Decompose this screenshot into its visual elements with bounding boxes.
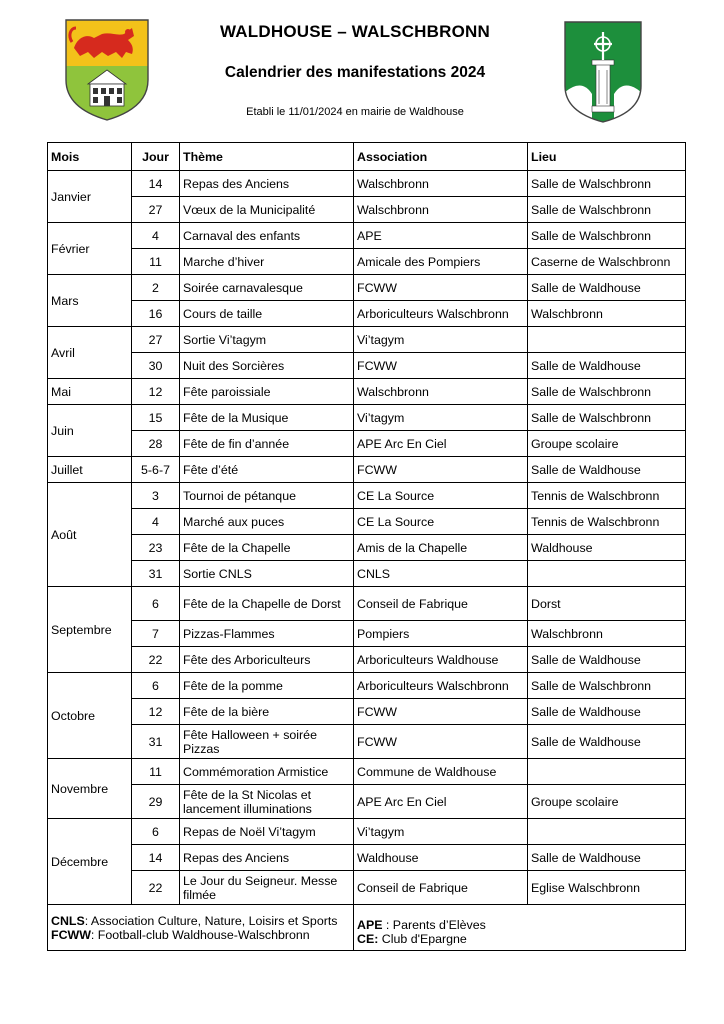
day-cell: 11	[132, 759, 180, 785]
association-cell: Arboriculteurs Walschbronn	[354, 301, 528, 327]
day-cell: 15	[132, 405, 180, 431]
association-cell: Arboriculteurs Waldhouse	[354, 647, 528, 673]
location-cell: Tennis de Walschbronn	[528, 509, 686, 535]
association-cell: Arboriculteurs Walschbronn	[354, 673, 528, 699]
day-cell: 2	[132, 275, 180, 301]
association-cell: FCWW	[354, 275, 528, 301]
location-cell	[528, 561, 686, 587]
theme-cell: Le Jour du Seigneur. Messe filmée	[180, 871, 354, 905]
day-cell: 12	[132, 379, 180, 405]
table-header-row	[48, 143, 686, 171]
day-cell: 31	[132, 561, 180, 587]
location-cell: Eglise Walschbronn	[528, 871, 686, 905]
theme-cell: Fête Halloween + soirée Pizzas	[180, 725, 354, 759]
table-row	[48, 171, 686, 197]
column-header-lieu: Lieu	[528, 143, 686, 171]
day-cell: 28	[132, 431, 180, 457]
month-cell: Mai	[48, 379, 132, 405]
day-cell: 5-6-7	[132, 457, 180, 483]
location-cell: Walschbronn	[528, 301, 686, 327]
theme-cell: Repas des Anciens	[180, 845, 354, 871]
month-cell: Septembre	[48, 587, 132, 673]
theme-cell: Fête de la Chapelle	[180, 535, 354, 561]
location-cell	[528, 819, 686, 845]
theme-cell: Repas des Anciens	[180, 171, 354, 197]
theme-cell: Tournoi de pétanque	[180, 483, 354, 509]
day-cell: 23	[132, 535, 180, 561]
day-cell: 3	[132, 483, 180, 509]
table-row	[48, 379, 686, 405]
association-cell: Walschbronn	[354, 197, 528, 223]
waldhouse-coat-of-arms	[62, 18, 152, 122]
location-cell: Caserne de Walschbronn	[528, 249, 686, 275]
theme-cell: Carnaval des enfants	[180, 223, 354, 249]
association-cell: Conseil de Fabrique	[354, 871, 528, 905]
theme-cell: Fête de la pomme	[180, 673, 354, 699]
association-cell: Commune de Waldhouse	[354, 759, 528, 785]
theme-cell: Marche d’hiver	[180, 249, 354, 275]
association-cell: Amis de la Chapelle	[354, 535, 528, 561]
table-row	[48, 275, 686, 301]
theme-cell: Sortie CNLS	[180, 561, 354, 587]
table-row	[48, 249, 686, 275]
location-cell: Salle de Walschbronn	[528, 673, 686, 699]
walschbronn-coat-of-arms	[562, 20, 644, 124]
day-cell: 22	[132, 647, 180, 673]
table-row	[48, 223, 686, 249]
month-cell: Novembre	[48, 759, 132, 819]
table-row	[48, 431, 686, 457]
table-row	[48, 759, 686, 785]
theme-cell: Vœux de la Municipalité	[180, 197, 354, 223]
association-cell: Amicale des Pompiers	[354, 249, 528, 275]
association-cell: FCWW	[354, 353, 528, 379]
table-row	[48, 871, 686, 905]
association-cell: FCWW	[354, 457, 528, 483]
table-row	[48, 457, 686, 483]
location-cell: Salle de Walschbronn	[528, 405, 686, 431]
theme-cell: Fête des Arboriculteurs	[180, 647, 354, 673]
legend-left	[48, 905, 354, 951]
location-cell: Groupe scolaire	[528, 785, 686, 819]
table-row	[48, 509, 686, 535]
month-cell: Février	[48, 223, 132, 275]
legend	[48, 905, 686, 951]
location-cell: Salle de Waldhouse	[528, 457, 686, 483]
location-cell: Salle de Walschbronn	[528, 223, 686, 249]
table-row	[48, 725, 686, 759]
theme-cell: Repas de Noël Vi’tagym	[180, 819, 354, 845]
day-cell: 14	[132, 845, 180, 871]
theme-cell: Cours de taille	[180, 301, 354, 327]
month-cell: Décembre	[48, 819, 132, 905]
table-row	[48, 699, 686, 725]
day-cell: 6	[132, 819, 180, 845]
association-cell: APE Arc En Ciel	[354, 431, 528, 457]
location-cell: Dorst	[528, 587, 686, 621]
legend-cnls-text: : Association Culture, Nature, Loisirs et Sports	[84, 914, 338, 928]
day-cell: 29	[132, 785, 180, 819]
day-cell: 11	[132, 249, 180, 275]
legend-row	[48, 905, 686, 951]
location-cell: Salle de Waldhouse	[528, 699, 686, 725]
month-cell: Octobre	[48, 673, 132, 759]
day-cell: 30	[132, 353, 180, 379]
day-cell: 22	[132, 871, 180, 905]
table-row	[48, 327, 686, 353]
page-title: WALDHOUSE – WALSCHBRONN	[220, 22, 490, 41]
table-row	[48, 673, 686, 699]
association-cell: CE La Source	[354, 509, 528, 535]
location-cell: Salle de Walschbronn	[528, 171, 686, 197]
table-row	[48, 483, 686, 509]
association-cell: Pompiers	[354, 621, 528, 647]
day-cell: 27	[132, 197, 180, 223]
day-cell: 6	[132, 673, 180, 699]
table-row	[48, 819, 686, 845]
day-cell: 31	[132, 725, 180, 759]
month-cell: Mars	[48, 275, 132, 327]
location-cell: Salle de Walschbronn	[528, 379, 686, 405]
location-cell: Walschbronn	[528, 621, 686, 647]
association-cell: Waldhouse	[354, 845, 528, 871]
association-cell: APE	[354, 223, 528, 249]
location-cell	[528, 327, 686, 353]
column-header-association: Association	[354, 143, 528, 171]
association-cell: Vi’tagym	[354, 327, 528, 353]
theme-cell: Sortie Vi’tagym	[180, 327, 354, 353]
location-cell: Salle de Waldhouse	[528, 845, 686, 871]
day-cell: 16	[132, 301, 180, 327]
legend-ce-text: Club d'Epargne	[378, 932, 467, 946]
month-cell: Juin	[48, 405, 132, 457]
association-cell: Vi’tagym	[354, 405, 528, 431]
table-row	[48, 535, 686, 561]
association-cell: APE Arc En Ciel	[354, 785, 528, 819]
location-cell: Tennis de Walschbronn	[528, 483, 686, 509]
location-cell: Salle de Waldhouse	[528, 725, 686, 759]
location-cell: Waldhouse	[528, 535, 686, 561]
day-cell: 14	[132, 171, 180, 197]
legend-right	[354, 905, 686, 951]
theme-cell: Fête de la Musique	[180, 405, 354, 431]
location-cell: Groupe scolaire	[528, 431, 686, 457]
legend-fcww-text: : Football-club Waldhouse-Walschbronn	[90, 928, 310, 942]
day-cell: 6	[132, 587, 180, 621]
day-cell: 7	[132, 621, 180, 647]
events-table-body	[48, 171, 686, 905]
theme-cell: Fête d’été	[180, 457, 354, 483]
column-header-jour: Jour	[132, 143, 180, 171]
table-row	[48, 845, 686, 871]
location-cell: Salle de Walschbronn	[528, 197, 686, 223]
theme-cell: Marché aux puces	[180, 509, 354, 535]
table-row	[48, 785, 686, 819]
table-row	[48, 647, 686, 673]
association-cell: FCWW	[354, 725, 528, 759]
day-cell: 12	[132, 699, 180, 725]
association-cell: Vi’tagym	[354, 819, 528, 845]
month-cell: Janvier	[48, 171, 132, 223]
association-cell: FCWW	[354, 699, 528, 725]
table-row	[48, 353, 686, 379]
theme-cell: Nuit des Sorcières	[180, 353, 354, 379]
day-cell: 4	[132, 509, 180, 535]
association-cell: CNLS	[354, 561, 528, 587]
theme-cell: Fête de la bière	[180, 699, 354, 725]
legend-ape-text: : Parents d’Elèves	[382, 918, 486, 932]
legend-ape-abbr: APE	[357, 918, 383, 932]
location-cell: Salle de Waldhouse	[528, 647, 686, 673]
day-cell: 27	[132, 327, 180, 353]
table-row	[48, 587, 686, 621]
table-row	[48, 405, 686, 431]
events-table	[47, 142, 686, 951]
theme-cell: Fête paroissiale	[180, 379, 354, 405]
association-cell: CE La Source	[354, 483, 528, 509]
table-row	[48, 197, 686, 223]
theme-cell: Fête de fin d’année	[180, 431, 354, 457]
month-cell: Avril	[48, 327, 132, 379]
theme-cell: Fête de la St Nicolas et lancement illuminations	[180, 785, 354, 819]
page-subtitle: Calendrier des manifestations 2024	[224, 64, 486, 81]
location-cell	[528, 759, 686, 785]
table-row	[48, 561, 686, 587]
theme-cell: Pizzas-Flammes	[180, 621, 354, 647]
legend-fcww-abbr: FCWW	[51, 928, 91, 942]
table-row	[48, 301, 686, 327]
association-cell: Conseil de Fabrique	[354, 587, 528, 621]
month-cell: Juillet	[48, 457, 132, 483]
association-cell: Walschbronn	[354, 379, 528, 405]
theme-cell: Fête de la Chapelle de Dorst	[180, 587, 354, 621]
day-cell: 4	[132, 223, 180, 249]
column-header-mois: Mois	[48, 143, 132, 171]
month-cell: Août	[48, 483, 132, 587]
established-note: Etabli le 11/01/2024 en mairie de Waldhouse	[246, 106, 464, 118]
location-cell: Salle de Waldhouse	[528, 353, 686, 379]
table-row	[48, 621, 686, 647]
legend-ce-abbr: CE:	[357, 932, 379, 946]
theme-cell: Commémoration Armistice	[180, 759, 354, 785]
association-cell: Walschbronn	[354, 171, 528, 197]
legend-cnls-abbr: CNLS	[51, 914, 85, 928]
location-cell: Salle de Waldhouse	[528, 275, 686, 301]
column-header-theme: Thème	[180, 143, 354, 171]
theme-cell: Soirée carnavalesque	[180, 275, 354, 301]
